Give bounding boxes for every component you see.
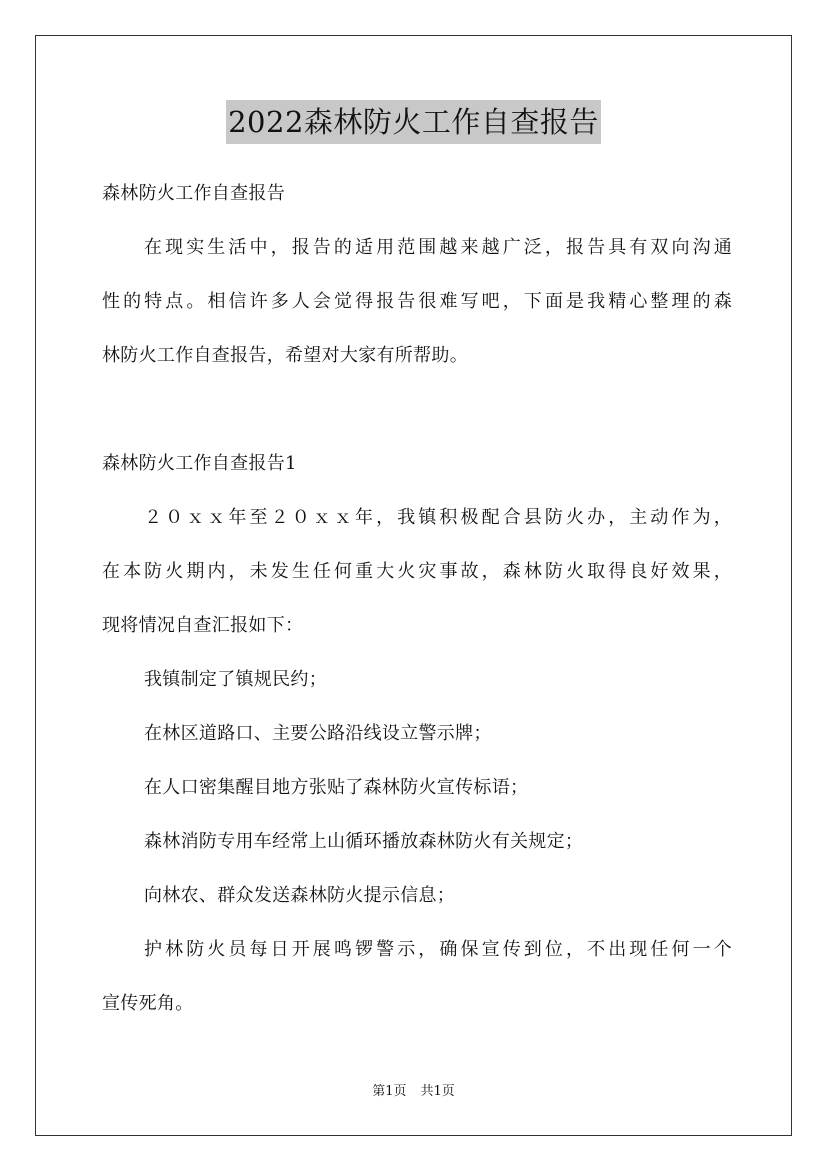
section-line-9: 护林防火员每日开展鸣锣警示，确保宣传到位，不出现任何一个: [144, 939, 732, 960]
section-line-6: 在人口密集醒目地方张贴了森林防火宣传标语；: [144, 777, 529, 798]
section-line-1: ２０ｘｘ年至２０ｘｘ年，我镇积极配合县防火办，主动作为，: [144, 507, 732, 528]
page-number-total: 共1页: [420, 1084, 455, 1099]
intro-section: [102, 167, 732, 383]
intro-heading: 森林防火工作自查报告: [102, 183, 285, 204]
section-line-3: 现将情况自查汇报如下：: [102, 615, 304, 636]
section-1: [102, 437, 732, 1031]
title-container: [0, 100, 827, 144]
document-title: 2022森林防火工作自查报告: [226, 100, 601, 144]
page-footer: [0, 1082, 827, 1102]
intro-line-2: 性的特点。相信许多人会觉得报告很难写吧，下面是我精心整理的森: [102, 291, 732, 312]
section-line-5: 在林区道路口、主要公路沿线设立警示牌；: [144, 723, 492, 744]
section-line-10: 宣传死角。: [102, 993, 194, 1014]
intro-line-3: 林防火工作自查报告，希望对大家有所帮助。: [102, 345, 468, 366]
intro-line-1: 在现实生活中，报告的适用范围越来越广泛，报告具有双向沟通: [144, 237, 732, 258]
section-line-2: 在本防火期内，未发生任何重大火灾事故，森林防火取得良好效果，: [102, 561, 732, 582]
section-line-4: 我镇制定了镇规民约；: [144, 669, 327, 690]
page-number-current: 第1页: [372, 1084, 407, 1099]
section-line-7: 森林消防专用车经常上山循环播放森林防火有关规定；: [144, 831, 584, 852]
section-heading: 森林防火工作自查报告1: [102, 453, 297, 474]
section-line-8: 向林农、群众发送森林防火提示信息；: [144, 885, 456, 906]
